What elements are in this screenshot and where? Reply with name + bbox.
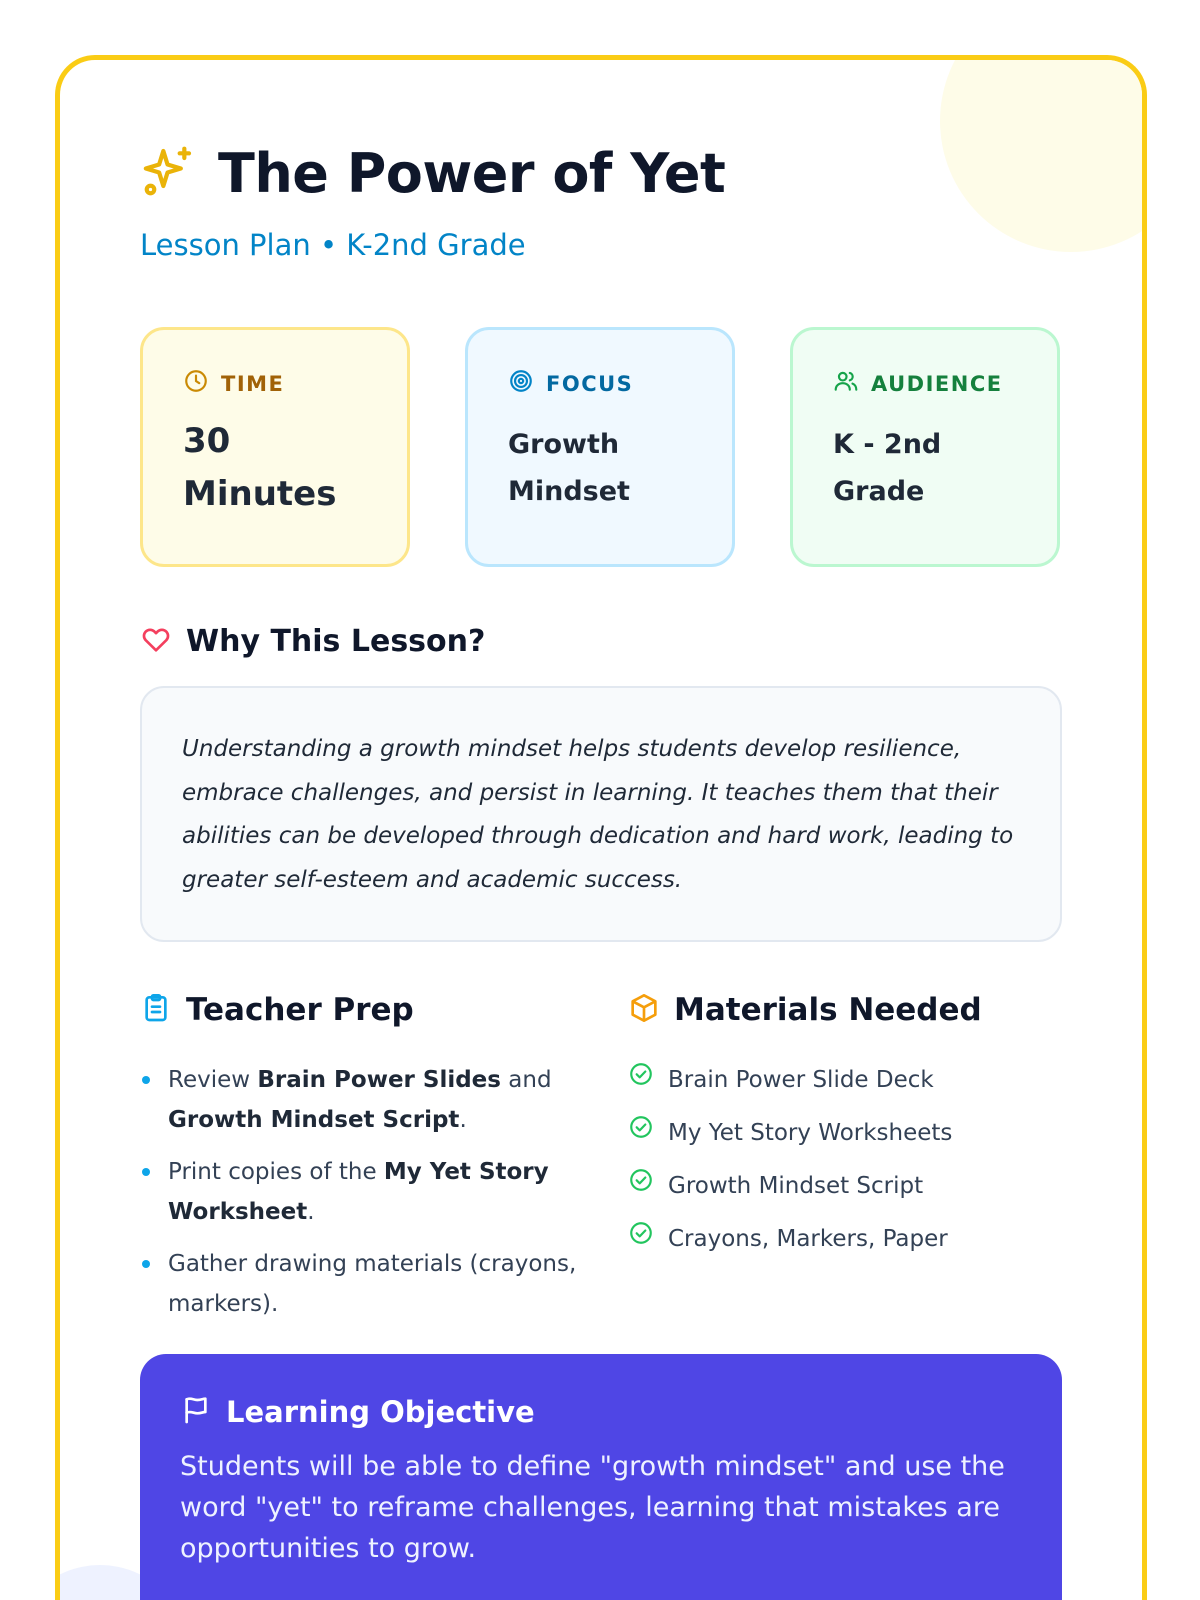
why-box xyxy=(140,686,1062,942)
stat-value-line: Growth xyxy=(508,429,620,460)
item-text: . xyxy=(307,1199,315,1225)
item-text: Brain Power Slide Deck xyxy=(668,1067,934,1093)
why-text: Understanding a growth mindset helps students develop resilience, embrace challenges, and persist in learning. It teaches them that their abilities can be developed through dedication and hard work, leading to greater self-esteem and academic success. xyxy=(182,736,1014,893)
stat-header-focus xyxy=(508,368,692,399)
materials-header xyxy=(628,992,1068,1028)
heart-icon xyxy=(140,623,186,659)
item-text: Print copies of the xyxy=(168,1159,384,1185)
learning-objective-title: Learning Objective xyxy=(226,1395,535,1429)
title-row xyxy=(140,142,725,205)
item-text: and xyxy=(500,1067,552,1093)
clock-icon xyxy=(183,368,221,399)
item-text: Review xyxy=(168,1067,258,1093)
why-title: Why This Lesson? xyxy=(186,623,486,659)
item-bold: Brain Power Slides xyxy=(257,1067,501,1093)
stat-label: FOCUS xyxy=(546,371,634,396)
materials-section xyxy=(628,992,1068,1272)
stat-label: TIME xyxy=(221,371,285,396)
page-title: The Power of Yet xyxy=(218,142,726,205)
stat-value-line: Grade xyxy=(833,476,925,507)
stat-card-audience xyxy=(790,327,1060,567)
list-item xyxy=(140,1152,580,1232)
package-icon xyxy=(628,992,674,1028)
teacher-prep-header xyxy=(140,992,580,1028)
teacher-prep-section xyxy=(140,992,580,1336)
learning-objective-text: Students will be able to define "growth mindset" and use the word "yet" to reframe challenges, learning that mistakes are opportunities to grow. xyxy=(180,1451,1005,1564)
list-item xyxy=(628,1060,1068,1100)
check-circle-icon xyxy=(628,1060,668,1100)
flag-icon xyxy=(180,1394,226,1430)
learning-objective-header xyxy=(180,1394,1022,1430)
users-icon xyxy=(833,368,871,399)
item-bold: Growth Mindset Script xyxy=(168,1107,460,1133)
target-icon xyxy=(508,368,546,399)
stat-card-time xyxy=(140,327,410,567)
item-text: My Yet Story Worksheets xyxy=(668,1120,953,1146)
stat-value-line: Mindset xyxy=(508,476,630,507)
list-item xyxy=(140,1244,580,1324)
why-section-header xyxy=(140,623,485,659)
teacher-prep-title: Teacher Prep xyxy=(186,992,414,1028)
item-text: . xyxy=(459,1107,467,1133)
stat-value xyxy=(508,421,692,515)
list-item xyxy=(628,1113,1068,1153)
learning-objective-box xyxy=(140,1354,1062,1600)
stat-header-audience xyxy=(833,368,1017,399)
stat-value-line: K - 2nd xyxy=(833,429,942,460)
check-circle-icon xyxy=(628,1113,668,1153)
list-item xyxy=(628,1219,1068,1259)
sparkles-icon xyxy=(140,144,196,204)
lesson-card xyxy=(55,55,1147,1600)
stat-value-line: Minutes xyxy=(183,474,337,514)
clipboard-icon xyxy=(140,992,186,1028)
check-circle-icon xyxy=(628,1166,668,1206)
list-item xyxy=(628,1166,1068,1206)
materials-list xyxy=(628,1060,1068,1259)
stat-value xyxy=(833,421,1017,515)
item-text: Growth Mindset Script xyxy=(668,1173,924,1199)
stat-value xyxy=(183,415,367,521)
teacher-prep-list xyxy=(140,1060,580,1324)
stat-card-focus xyxy=(465,327,735,567)
materials-title: Materials Needed xyxy=(674,992,982,1028)
item-text: Crayons, Markers, Paper xyxy=(668,1226,948,1252)
list-item xyxy=(140,1060,580,1140)
stat-label: AUDIENCE xyxy=(871,371,1003,396)
stat-cards xyxy=(140,327,1060,567)
decorative-circle xyxy=(940,55,1147,252)
page-subtitle: Lesson Plan • K-2nd Grade xyxy=(140,228,526,262)
item-text: Gather drawing materials (crayons, markers). xyxy=(168,1251,577,1317)
check-circle-icon xyxy=(628,1219,668,1259)
item-bold: My Yet Story Worksheet xyxy=(168,1159,549,1225)
stat-value-line: 30 xyxy=(183,421,231,461)
stat-header-time xyxy=(183,368,367,399)
